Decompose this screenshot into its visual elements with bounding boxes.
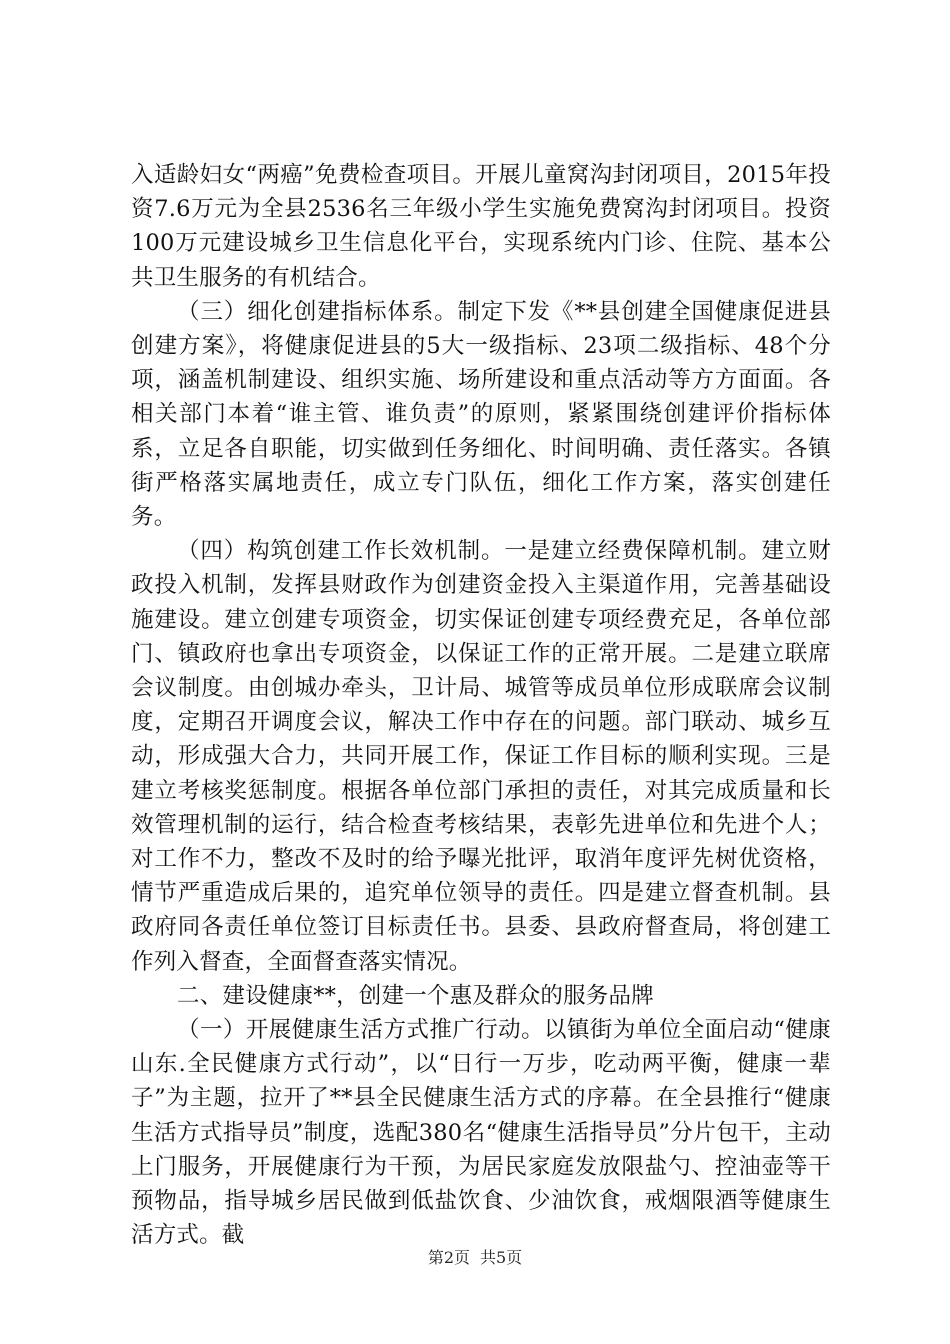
paragraph: （四）构筑创建工作长效机制。一是建立经费保障机制。建立财政投入机制，发挥县财政作为创建资金投入主渠道作用，完善基础设施建设。建立创建专项资金，切实保证创建专项经费充足，各单位部门、镇政府也拿出专项资金，以保证工作的正常开展。二是建立联席会议制度。由创城办牵头，卫计局、城管等成员单位形成联席会议制度，定期召开调度会议，解决工作中存在的问题。部门联动、城乡互动，形成强大合力，共同开展工作，保证工作目标的顺利实现。三是建立考核奖惩制度。根据各单位部门承担的责任，对其完成质量和长效管理机制的运行，结合检查考核结果，表彰先进单位和先进个人；对工作不力，整改不及时的给予曝光批评，取消年度评先树优资格，情节严重造成后果的，追究单位领导的责任。四是建立督查机制。县政府同各责任单位签订目标责任书。县委、县政府督查局，将创建工作列入督查，全面督查落实情况。 [131, 538, 831, 975]
paragraph: （三）细化创建指标体系。制定下发《**县创建全国健康促进县创建方案》，将健康促进县的5大一级指标、23项二级指标、48个分项，涵盖机制建设、组织实施、场所建设和重点活动等方方面面。各相关部门本着“谁主管、谁负责”的原则，紧紧围绕创建评价指标体系，立足各自职能，切实做到任务细化、时间明确、责任落实。各镇街严格落实属地责任，成立专门队伍，细化工作方案，落实创建任务。 [131, 298, 831, 531]
page-number: 第2页 [427, 1248, 470, 1267]
document-body [131, 158, 831, 1253]
page-total: 共5页 [480, 1248, 523, 1267]
section-heading: 二、建设健康**，创建一个惠及群众的服务品牌 [177, 982, 654, 1009]
paragraph: （一）开展健康生活方式推广行动。以镇街为单位全面启动“健康山东.全民健康方式行动”，以“日行一万步，吃动两平衡，健康一辈子”为主题，拉开了**县全民健康生活方式的序幕。在全县推行“健康生活方式指导员”制度，选配380名“健康生活指导员”分片包干，主动上门服务，开展健康行为干预，为居民家庭发放限盐勺、控油壶等干预物品，指导城乡居民做到低盐饮食、少油饮食，戒烟限酒等健康生活方式。截 [131, 1017, 831, 1249]
page-footer [0, 1245, 950, 1268]
paragraph: 入适龄妇女“两癌”免费检查项目。开展儿童窝沟封闭项目，2015年投资7.6万元为全县2536名三年级小学生实施免费窝沟封闭项目。投资100万元建设城乡卫生信息化平台，实现系统内门诊、住院、基本公共卫生服务的有机结合。 [131, 162, 831, 291]
